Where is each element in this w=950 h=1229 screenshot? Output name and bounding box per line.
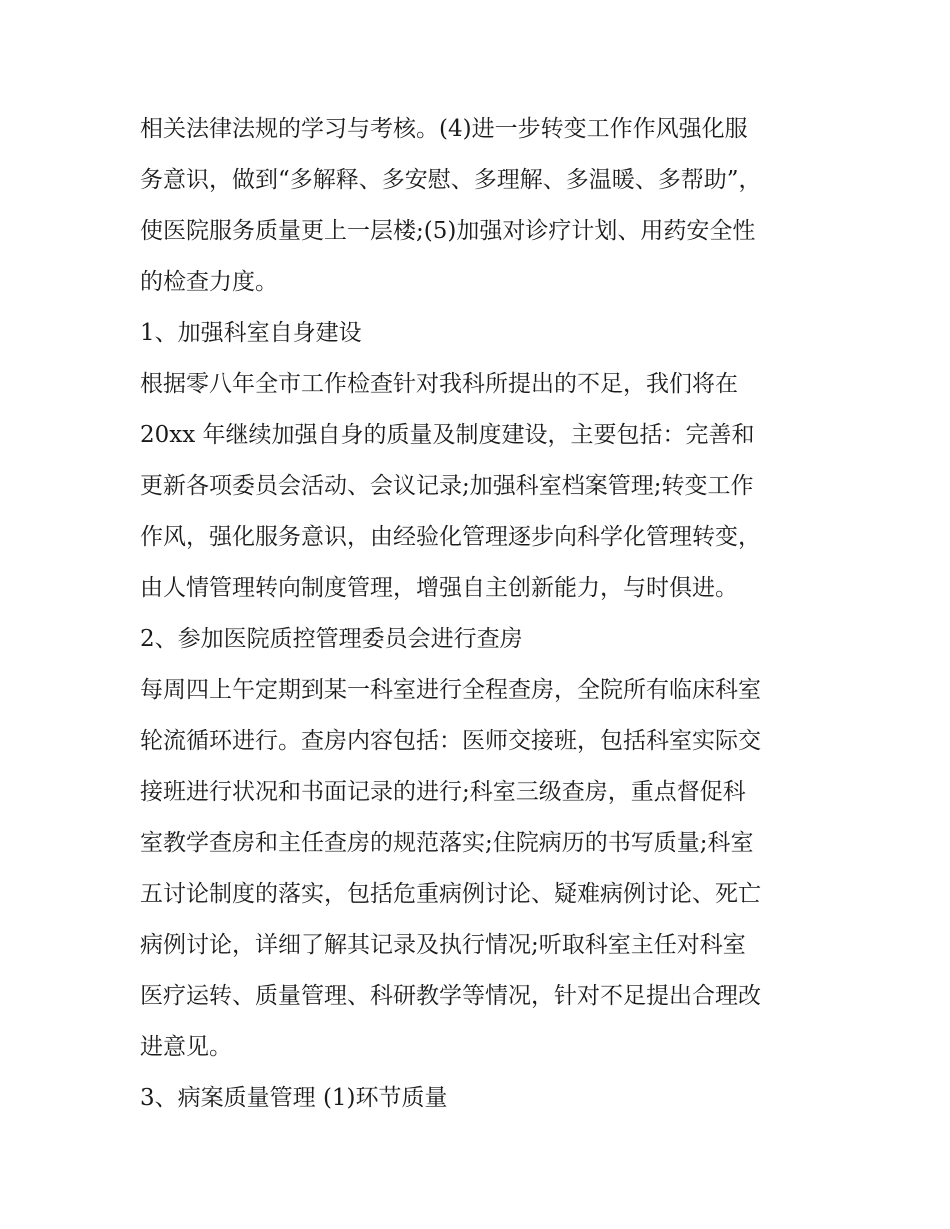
text-line: 每周四上午定期到某一科室进行全程查房，全院所有临床科室 (140, 677, 761, 703)
text-line: 进意见。 (140, 1034, 232, 1060)
paragraph-department-building (140, 359, 815, 614)
text-line: 轮流循环进行。查房内容包括：医师交接班，包括科室实际交 (140, 728, 761, 754)
text-line: 的检查力度。 (140, 269, 278, 295)
section-heading-2: 2、参加医院质控管理委员会进行查房 (140, 626, 523, 652)
text-line: 作风，强化服务意识，由经验化管理逐步向科学化管理转变， (140, 524, 761, 550)
document-body (140, 104, 815, 1124)
text-line: 根据零八年全市工作检查针对我科所提出的不足，我们将在 (140, 371, 738, 397)
section-heading-1: 1、加强科室自身建设 (140, 320, 362, 346)
text-line: 由人情管理转向制度管理，增强自主创新能力，与时俱进。 (140, 575, 738, 601)
text-line: 务意识，做到“多解释、多安慰、多理解、多温暖、多帮助”， (140, 167, 762, 193)
text-line: 相关法律法规的学习与考核。(4)进一步转变工作作风强化服 (140, 116, 748, 142)
section-heading-3: 3、病案质量管理 (1)环节质量 (140, 1085, 448, 1111)
text-line: 室教学查房和主任查房的规范落实;住院病历的书写质量;科室 (140, 830, 754, 856)
paragraph-closing-measures (140, 104, 815, 308)
text-line: 医疗运转、质量管理、科研教学等情况，针对不足提出合理改 (140, 983, 761, 1009)
text-line: 五讨论制度的落实，包括危重病例讨论、疑难病例讨论、死亡 (140, 881, 761, 907)
text-line: 病例讨论，详细了解其记录及执行情况;听取科室主任对科室 (140, 932, 746, 958)
text-line: 更新各项委员会活动、会议记录;加强科室档案管理;转变工作 (140, 473, 754, 499)
paragraph-ward-rounds (140, 665, 815, 1073)
text-line: 20xx 年继续加强自身的质量及制度建设，主要包括：完善和 (140, 422, 755, 448)
text-line: 接班进行状况和书面记录的进行;科室三级查房，重点督促科 (140, 779, 746, 805)
text-line: 使医院服务质量更上一层楼;(5)加强对诊疗计划、用药安全性 (140, 218, 756, 244)
